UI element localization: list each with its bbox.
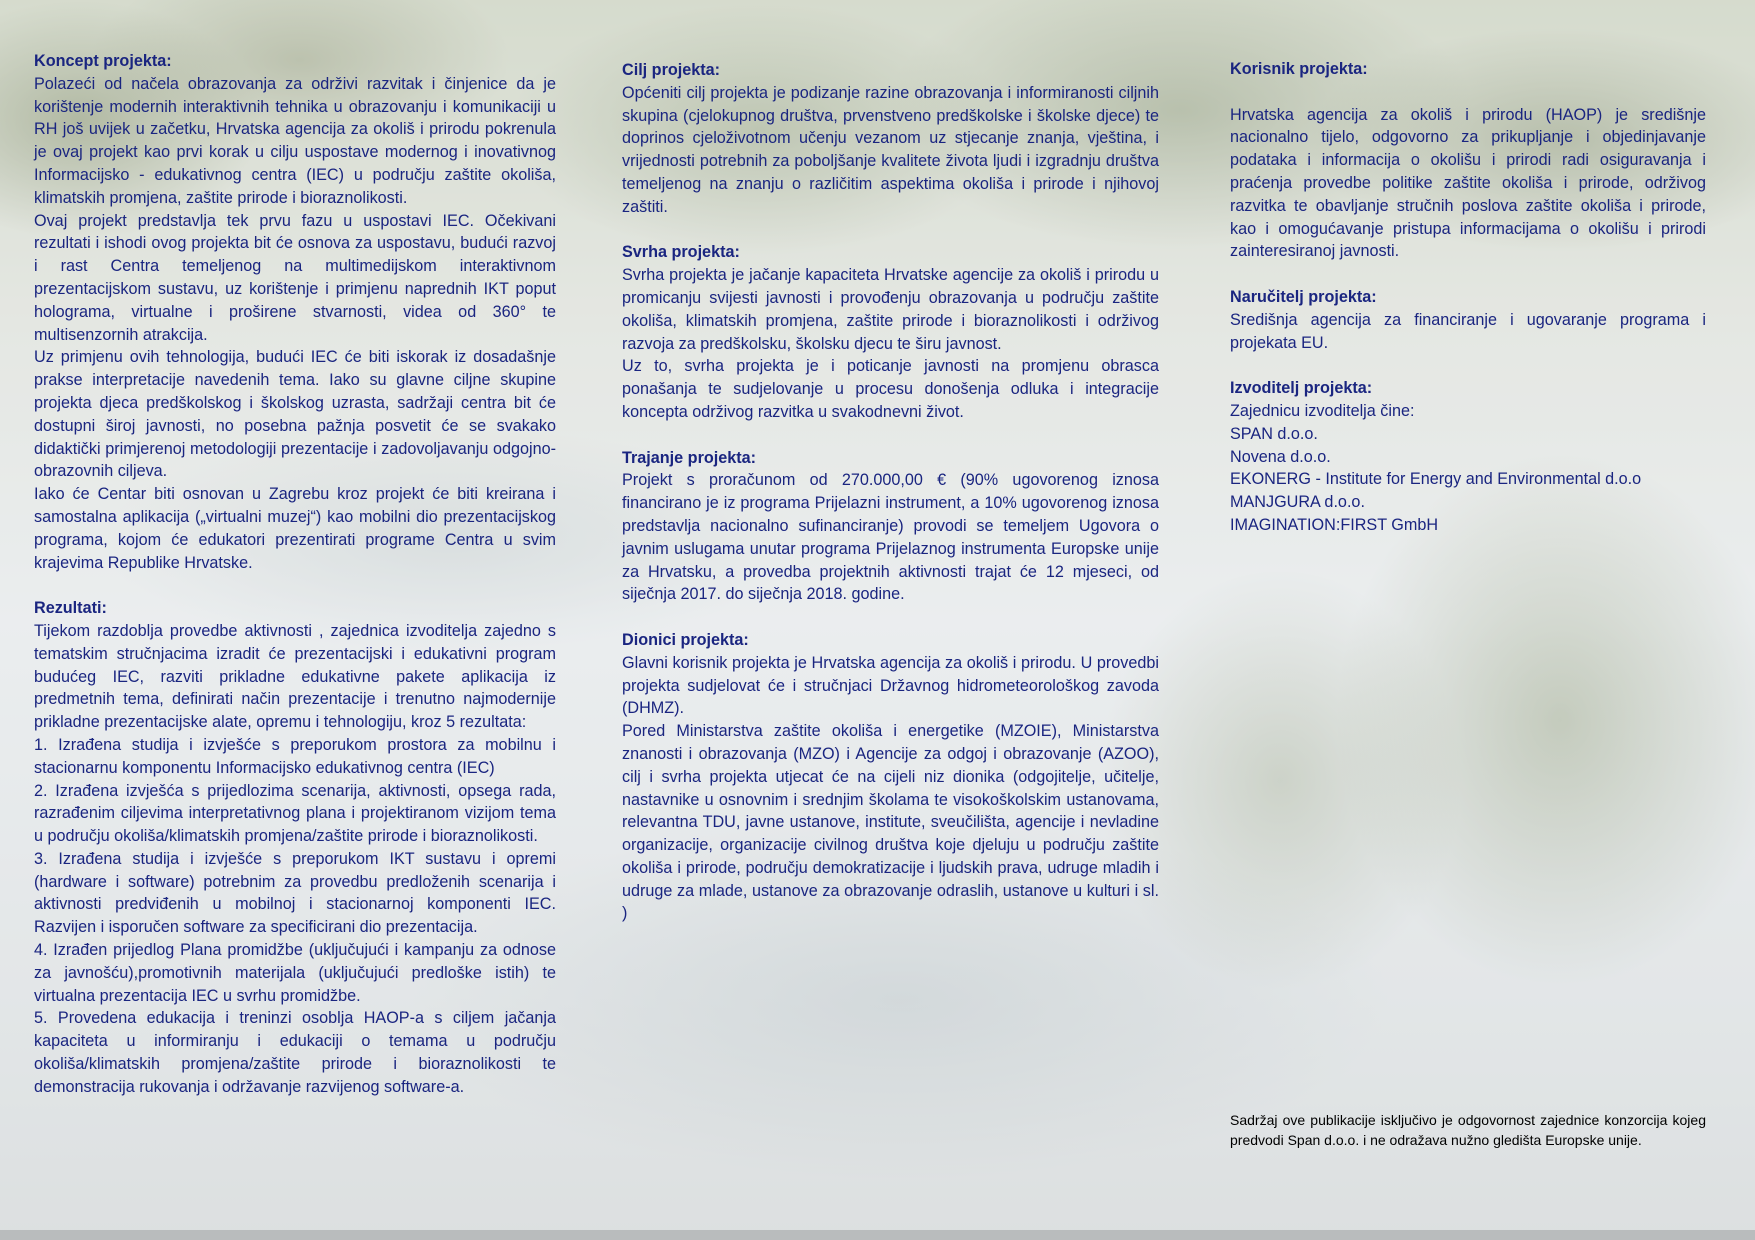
izvoditelj-item: EKONERG - Institute for Energy and Environmental d.o.o [1230,470,1642,489]
svrha-paragraph-1: Svrha projekta je jačanje kapaciteta Hrvatske agencije za okoliš i prirodu u promicanju svijesti javnosti i provođenju obrazovanja u području zaštite okoliša, klimatskih promjena, zaštite prirode i bioraznolikosti i održivog razvoja za predškolsku, školsku djecu te širu javnost. [622,266,1159,353]
korisnik-paragraph: Hrvatska agencija za okoliš i prirodu (HAOP) je središnje nacionalno tijelo, odgovorno za prikupljanje i objedinjavanje podataka i informacija o okolišu i prirodi radi osiguravanja i praćenja provedbe politike zaštite okoliša i prirode, održivog razvitka te obavljanje stručnih poslova zaštite okoliša i prirode, kao i omogućavanje pristupa informacijama o okolišu i prirodi zainteresiranoj javnosti. [1230,105,1706,261]
rezultat-item: 4. Izrađen prijedlog Plana promidžbe (uključujući i kampanju za odnose za javnošću),promotivnih materijala (uključujući predloške istih) te virtualna prezentacija IEC u svrhu promidžbe. [34,941,556,1005]
cilj-paragraph: Općeniti cilj projekta je podizanje razine obrazovanja i informiranosti ciljnih skupina (cjelokupnog društva, prvenstveno predškolske i školske djece) te doprinos cjeloživotnom učenju vezanom uz stjecanje znanja, vještina, i vrijednosti potrebnih za poboljšanje kvalitete života ljudi i izgradnju društva temeljenog na znanju o različitim aspektima okoliša i prirode i njihovoj zaštiti. [622,83,1159,216]
svrha-heading: Svrha projekta: [622,243,740,262]
koncept-paragraph-4: Iako će Centar biti osnovan u Zagrebu kroz projekt će biti kreirana i samostalna aplikacija („virtualni muzej“) kao mobilni dio prezentacijskog programa, kojom će edukatori prezentirati programe Centra u svim krajevima Republike Hrvatske. [34,485,556,572]
koncept-paragraph-3: Uz primjenu ovih tehnologija, budući IEC će biti iskorak iz dosadašnje prakse interpretacije navedenih tema. Iako su glavne ciljne skupine projekta djeca predškolskog i školskog uzrasta, sadržaji centra bit će dostupni široj javnosti, no posebna pažnja posvetit će se svakako didaktički primjerenoj metodologiji prezentacije i zadovoljavanju odgojno-obrazovnih ciljeva. [34,348,556,481]
svrha-paragraph-2: Uz to, svrha projekta je i poticanje javnosti na promjenu obrasca ponašanja te sudjelovanje u procesu donošenja odluka i integracije koncepta održivog razvitka u svakodnevni život. [622,357,1159,421]
izvoditelj-item: Novena d.o.o. [1230,447,1331,466]
trajanje-paragraph: Projekt s proračunom od 270.000,00 € (90% ugovorenog iznosa financirano je iz programa Prijelazni instrument, a 10% ugovorenog iznosa predstavlja nacionalno sufinanciranje) provodi se temeljem Ugovora o javnim uslugama unutar programa Prijelaznog instrumenta Europske unije za Hrvatsku, a provedba projektnih aktivnosti trajat će 12 mjeseci, od siječnja 2017. do siječnja 2018. godine. [622,471,1159,604]
izvoditelj-item: MANJGURA d.o.o. [1230,493,1365,512]
korisnik-heading: Korisnik projekta: [1230,60,1368,78]
rezultat-item: 5. Provedena edukacija i treninzi osoblja HAOP-a s ciljem jačanja kapaciteta u informiranju i edukaciji o temama u području okoliša/klimatskih promjena/zaštite prirode i bioraznolikosti te demonstracija rukovanja i održavanje razvijenog software-a. [34,1009,556,1096]
dionici-heading: Dionici projekta: [622,630,749,649]
koncept-heading: Koncept projekta: [34,52,172,70]
trajanje-heading: Trajanje projekta: [622,448,757,467]
rezultat-item: 3. Izrađena studija i izvješće s preporukom IKT sustavu i opremi (hardware i software) potrebnim za provedbu predloženih scenarija i aktivnosti predviđenih u mobilnoj i stacionarnoj komponenti IEC. Razvijen i isporučen software za specificirani dio prezentacija. [34,849,556,937]
bottom-edge [0,1230,1755,1240]
rezultat-item: 2. Izrađena izvješća s prijedlozima scenarija, aktivnosti, opsega rada, razrađenim ciljevima interpretativnog plana i projektiranom vizijom tema u području okoliša/klimatskih promjena/zaštite prirode i bioraznolikosti. [34,781,556,846]
koncept-paragraph-2: Ovaj projekt predstavlja tek prvu fazu u uspostavi IEC. Očekivani rezultati i ishodi ovog projekta bit će osnova za uspostavu, budući razvoj i rast Centra temeljenog na multimedijskom interaktivnom prezentacijskom sustavu, uz korištenje i primjenu naprednih IKT poput holograma, virtualne i proširene stvarnosti, videa od 360° te multisenzornih atrakcija. [34,211,556,344]
narucitelj-heading: Naručitelj projekta: [1230,287,1377,306]
izvoditelj-intro: Zajednicu izvoditelja čine: [1230,401,1415,420]
dionici-paragraph-1: Glavni korisnik projekta je Hrvatska agencija za okoliš i prirodu. U provedbi projekta sudjelovat će i stručnjaci Državnog hidrometeorološkog zavoda (DHMZ). [622,653,1159,718]
izvoditelj-item: IMAGINATION:FIRST GmbH [1230,515,1439,534]
cilj-heading: Cilj projekta: [622,61,721,79]
koncept-paragraph-1: Polazeći od načela obrazovanja za održivi razvitak i činjenice da je korištenje modernih interaktivnih tehnika u obrazovanju i komunikaciji u RH još uvijek u začetku, Hrvatska agencija za okoliš i prirodu pokrenula je ovaj projekt kao prvi korak u cilju uspostave modernog i inovativnog Informacijsko - edukativnog centra (IEC) u području zaštite okoliša, klimatskih promjena, zaštite prirode i bioraznolikosti. [34,74,556,207]
right-column [1230,58,1706,537]
izvoditelj-item: SPAN d.o.o. [1230,424,1318,443]
left-column [34,50,556,1099]
dionici-paragraph-2: Pored Ministarstva zaštite okoliša i energetike (MZOIE), Ministarstva znanosti i obrazovanja (MZO) i Agencije za odgoj i obrazovanje (AZOO), cilj i svrha projekta utjecat će na cijeli niz dionika (odgojitelje, učitelje, nastavnike u osnovnim i srednjim školama te visokoškolskim ustanovama, relevantna TDU, javne ustanove, institute, sveučilišta, agencije i nevladine organizacije, organizacije civilnog društva koje djeluju u području zaštite okoliša i prirode, području demokratizacije i ljudskih prava, udruge mladih i udruge za mlade, ustanove za obrazovanje odraslih, ustanove u kulturi i sl. ) [622,722,1159,923]
eu-disclaimer: Sadržaj ove publikacije isključivo je odgovornost zajednice konzorcija kojeg predvodi Span d.o.o. i ne odražava nužno gledišta Europske unije. [1230,1112,1706,1148]
rezultat-item: 1. Izrađena studija i izvješće s preporukom prostora za mobilnu i stacionarnu komponentu Informacijsko edukativnog centra (IEC) [34,735,556,777]
izvoditelj-heading: Izvoditelj projekta: [1230,379,1373,398]
rezultati-intro: Tijekom razdoblja provedbe aktivnosti , zajednica izvoditelja zajedno s tematskim stručnjacima izradit će prezentacijski i edukativni program budućeg IEC, razviti prikladne edukativne pakete aplikacija iz predmetnih tema, definirati način prezentacije i trenutno najmodernije prikladne prezentacijske alate, opremu i tehnologiju, kroz 5 rezultata: [34,621,556,732]
rezultati-heading: Rezultati: [34,599,107,618]
middle-column [622,59,1159,925]
narucitelj-paragraph: Središnja agencija za financiranje i ugovaranje programa i projekata EU. [1230,310,1706,352]
